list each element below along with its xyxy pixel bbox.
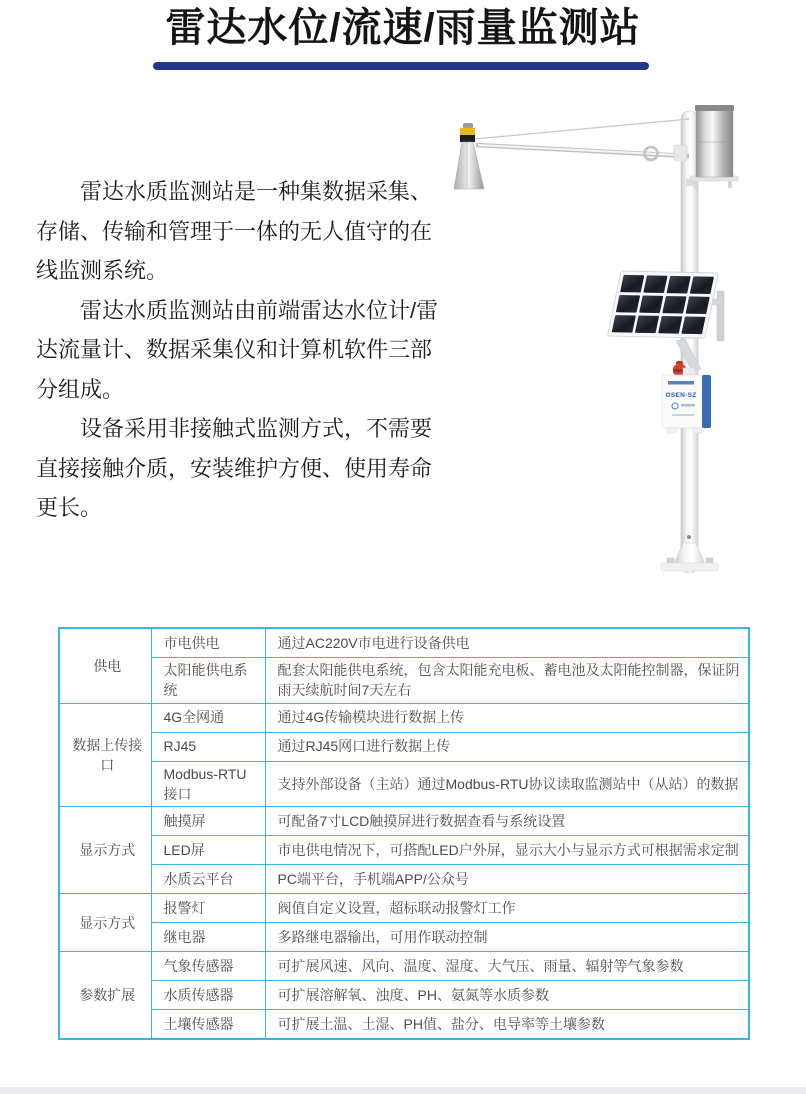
page-title: 雷达水位/流速/雨量监测站 bbox=[165, 6, 641, 50]
table-row bbox=[59, 952, 749, 981]
spec-item-cell: 市电供电 bbox=[151, 628, 265, 658]
spec-item-cell: 报警灯 bbox=[151, 894, 265, 923]
spec-item-cell: RJ45 bbox=[151, 732, 265, 761]
spec-item-cell: 4G全网通 bbox=[151, 703, 265, 732]
spec-desc-cell: 多路继电器输出，可用作联动控制 bbox=[265, 923, 749, 952]
table-row bbox=[59, 1010, 749, 1040]
table-row bbox=[59, 894, 749, 923]
rain-gauge-leg bbox=[694, 181, 698, 188]
spec-table bbox=[58, 627, 750, 1040]
rain-gauge-leg bbox=[728, 181, 732, 188]
monitoring-station-image bbox=[440, 85, 806, 600]
station-illustration bbox=[440, 85, 806, 600]
table-row bbox=[59, 761, 749, 807]
page-bottom-divider bbox=[0, 1087, 806, 1094]
intro-paragraph: 雷达水质监测站是一种集数据采集、存储、传输和管理于一体的无人值守的在线监测系统。 bbox=[36, 179, 433, 283]
radar-level-sensor-icon bbox=[454, 123, 484, 189]
spec-desc-cell: 阀值自定义设置，超标联动报警灯工作 bbox=[265, 894, 749, 923]
box-pole-clamp bbox=[683, 368, 695, 375]
solar-panel-icon bbox=[607, 271, 718, 338]
spec-desc-cell: 通过AC220V市电进行设备供电 bbox=[265, 628, 749, 658]
spec-item-cell: LED屏 bbox=[151, 836, 265, 865]
table-row bbox=[59, 865, 749, 894]
box-footer-text-strip bbox=[672, 414, 694, 416]
spec-item-cell: 触摸屏 bbox=[151, 807, 265, 836]
arm-pole-bracket bbox=[674, 145, 687, 161]
spec-desc-cell: 可扩展溶解氧、浊度、PH、氨氮等水质参数 bbox=[265, 981, 749, 1010]
spec-item-cell: 水质云平台 bbox=[151, 865, 265, 894]
spec-category-cell: 数据上传接口 bbox=[59, 703, 151, 807]
spec-desc-cell: 可扩展风速、风向、温度、湿度、大气压、雨量、辐射等气象参数 bbox=[265, 952, 749, 981]
spec-desc-cell: 通过4G传输模块进行数据上传 bbox=[265, 703, 749, 732]
spec-item-cell: 太阳能供电系统 bbox=[151, 658, 265, 704]
spec-desc-cell: PC端平台，手机端APP/公众号 bbox=[265, 865, 749, 894]
box-logo-text-strip bbox=[681, 404, 695, 407]
table-row bbox=[59, 923, 749, 952]
box-mount-tab bbox=[693, 428, 702, 433]
pole-cable-hole bbox=[687, 535, 691, 539]
table-row bbox=[59, 703, 749, 732]
intro-paragraph: 设备采用非接触式监测方式，不需要直接接触介质，安装维护方便、使用寿命更长。 bbox=[36, 416, 433, 520]
box-mount-tab bbox=[667, 428, 676, 433]
table-row bbox=[59, 732, 749, 761]
spec-item-cell: 继电器 bbox=[151, 923, 265, 952]
box-header-text-strip bbox=[668, 381, 694, 385]
spec-category-cell: 参数扩展 bbox=[59, 952, 151, 1040]
intro-text bbox=[36, 172, 448, 528]
pole-base-flare bbox=[674, 543, 705, 564]
spec-item-cell: 气象传感器 bbox=[151, 952, 265, 981]
table-row bbox=[59, 658, 749, 704]
intro-paragraph: 雷达水质监测站由前端雷达水位计/雷达流量计、数据采集仪和计算机软件三部分组成。 bbox=[36, 297, 439, 402]
spec-desc-cell: 市电供电情况下，可搭配LED户外屏，显示大小与显示方式可根据需求定制 bbox=[265, 836, 749, 865]
spec-category-cell: 显示方式 bbox=[59, 894, 151, 952]
table-row bbox=[59, 981, 749, 1010]
spec-desc-cell: 可扩展土温、土湿、PH值、盐分、电导率等土壤参数 bbox=[265, 1010, 749, 1040]
spec-desc-cell: 可配备7寸LCD触摸屏进行数据查看与系统设置 bbox=[265, 807, 749, 836]
device-model-label: OSEN-SZ bbox=[665, 392, 697, 399]
rain-gauge-icon bbox=[695, 105, 734, 177]
table-row bbox=[59, 836, 749, 865]
spec-desc-cell: 配套太阳能供电系统，包含太阳能充电板、蓄电池及太阳能控制器，保证阴雨天续航时间7天左右 bbox=[265, 658, 749, 704]
title-underline-bar bbox=[153, 62, 649, 70]
spec-desc-cell: 支持外部设备（主站）通过Modbus-RTU协议读取监测站中（从站）的数据 bbox=[265, 761, 749, 807]
spec-category-cell: 供电 bbox=[59, 628, 151, 703]
spec-desc-cell: 通过RJ45网口进行数据上传 bbox=[265, 732, 749, 761]
table-row bbox=[59, 807, 749, 836]
data-logger-box bbox=[662, 375, 711, 433]
table-row bbox=[59, 628, 749, 658]
spec-item-cell: Modbus-RTU接口 bbox=[151, 761, 265, 807]
panel-mount-bar bbox=[717, 291, 724, 341]
guy-wire bbox=[475, 119, 689, 139]
base-plate bbox=[661, 563, 718, 571]
spec-item-cell: 土壤传感器 bbox=[151, 1010, 265, 1040]
spec-item-cell: 水质传感器 bbox=[151, 981, 265, 1010]
spec-category-cell: 显示方式 bbox=[59, 807, 151, 894]
